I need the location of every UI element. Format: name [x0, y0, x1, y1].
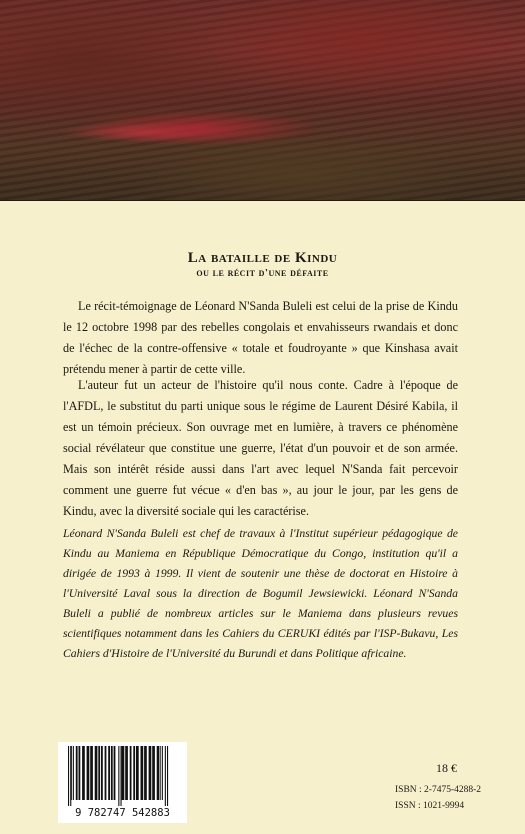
barcode-bars [62, 746, 183, 806]
barcode [58, 742, 187, 823]
isbn: ISBN : 2-7475-4288-2 [395, 785, 482, 795]
price: 18 € [436, 761, 457, 775]
cover-artwork [0, 0, 525, 201]
book-title: La bataille de Kindu [187, 250, 338, 266]
barcode-digits: 9 782747 542883 [75, 807, 170, 819]
issn: ISSN : 1021-9994 [395, 801, 465, 811]
blurb-paragraph-2: L'auteur fut un acteur de l'histoire qu'il nous conte. Cadre à l'époque de l'AFDL, le substitut du parti unique sous le régime de Laurent Désiré Kabila, il est un témoin précieux. Son ouvrage met en lumière, à travers ce phénomène social révélateur que constitue une guerre, l'état d'un pouvoir et de son armée. Mais son intérêt réside aussi dans l'art avec lequel N'Sanda fait percevoir comment une guerre fut vécue « d'en bas », au jour le jour, par les gens de Kindu, avec la diversité sociale qui les caractérise. [63, 378, 458, 518]
author-bio: Léonard N'Sanda Buleli est chef de travaux à l'Institut supérieur pédagogique de Kindu au Maniema en République Démocratique du Congo, institution qu'il a dirigée de 1993 à 1999. Il vient de soutenir une thèse de doctorat en Histoire à l'Université Laval sous la direction de Bogumil Jewsiewicki. Léonard N'Sanda Buleli a publié de nombreux articles sur le Maniema dans plusieurs revues scientifiques notamment dans les Cahiers du CERUKI édités par l'ISP-Bukavu, Les Cahiers d'Histoire de l'Université du Burundi et dans Politique africaine. [63, 527, 458, 660]
book-subtitle: ou le récit d'une défaite [196, 267, 329, 279]
blurb-paragraph-1: Le récit-témoignage de Léonard N'Sanda Buleli est celui de la prise de Kindu le 12 octobre 1998 par des rebelles congolais et envahisseurs rwandais et donc de l'échec de la contre-offensive « totale et foudroyante » que Kinshasa avait prétendu mener à partir de cette ville. [63, 299, 458, 376]
